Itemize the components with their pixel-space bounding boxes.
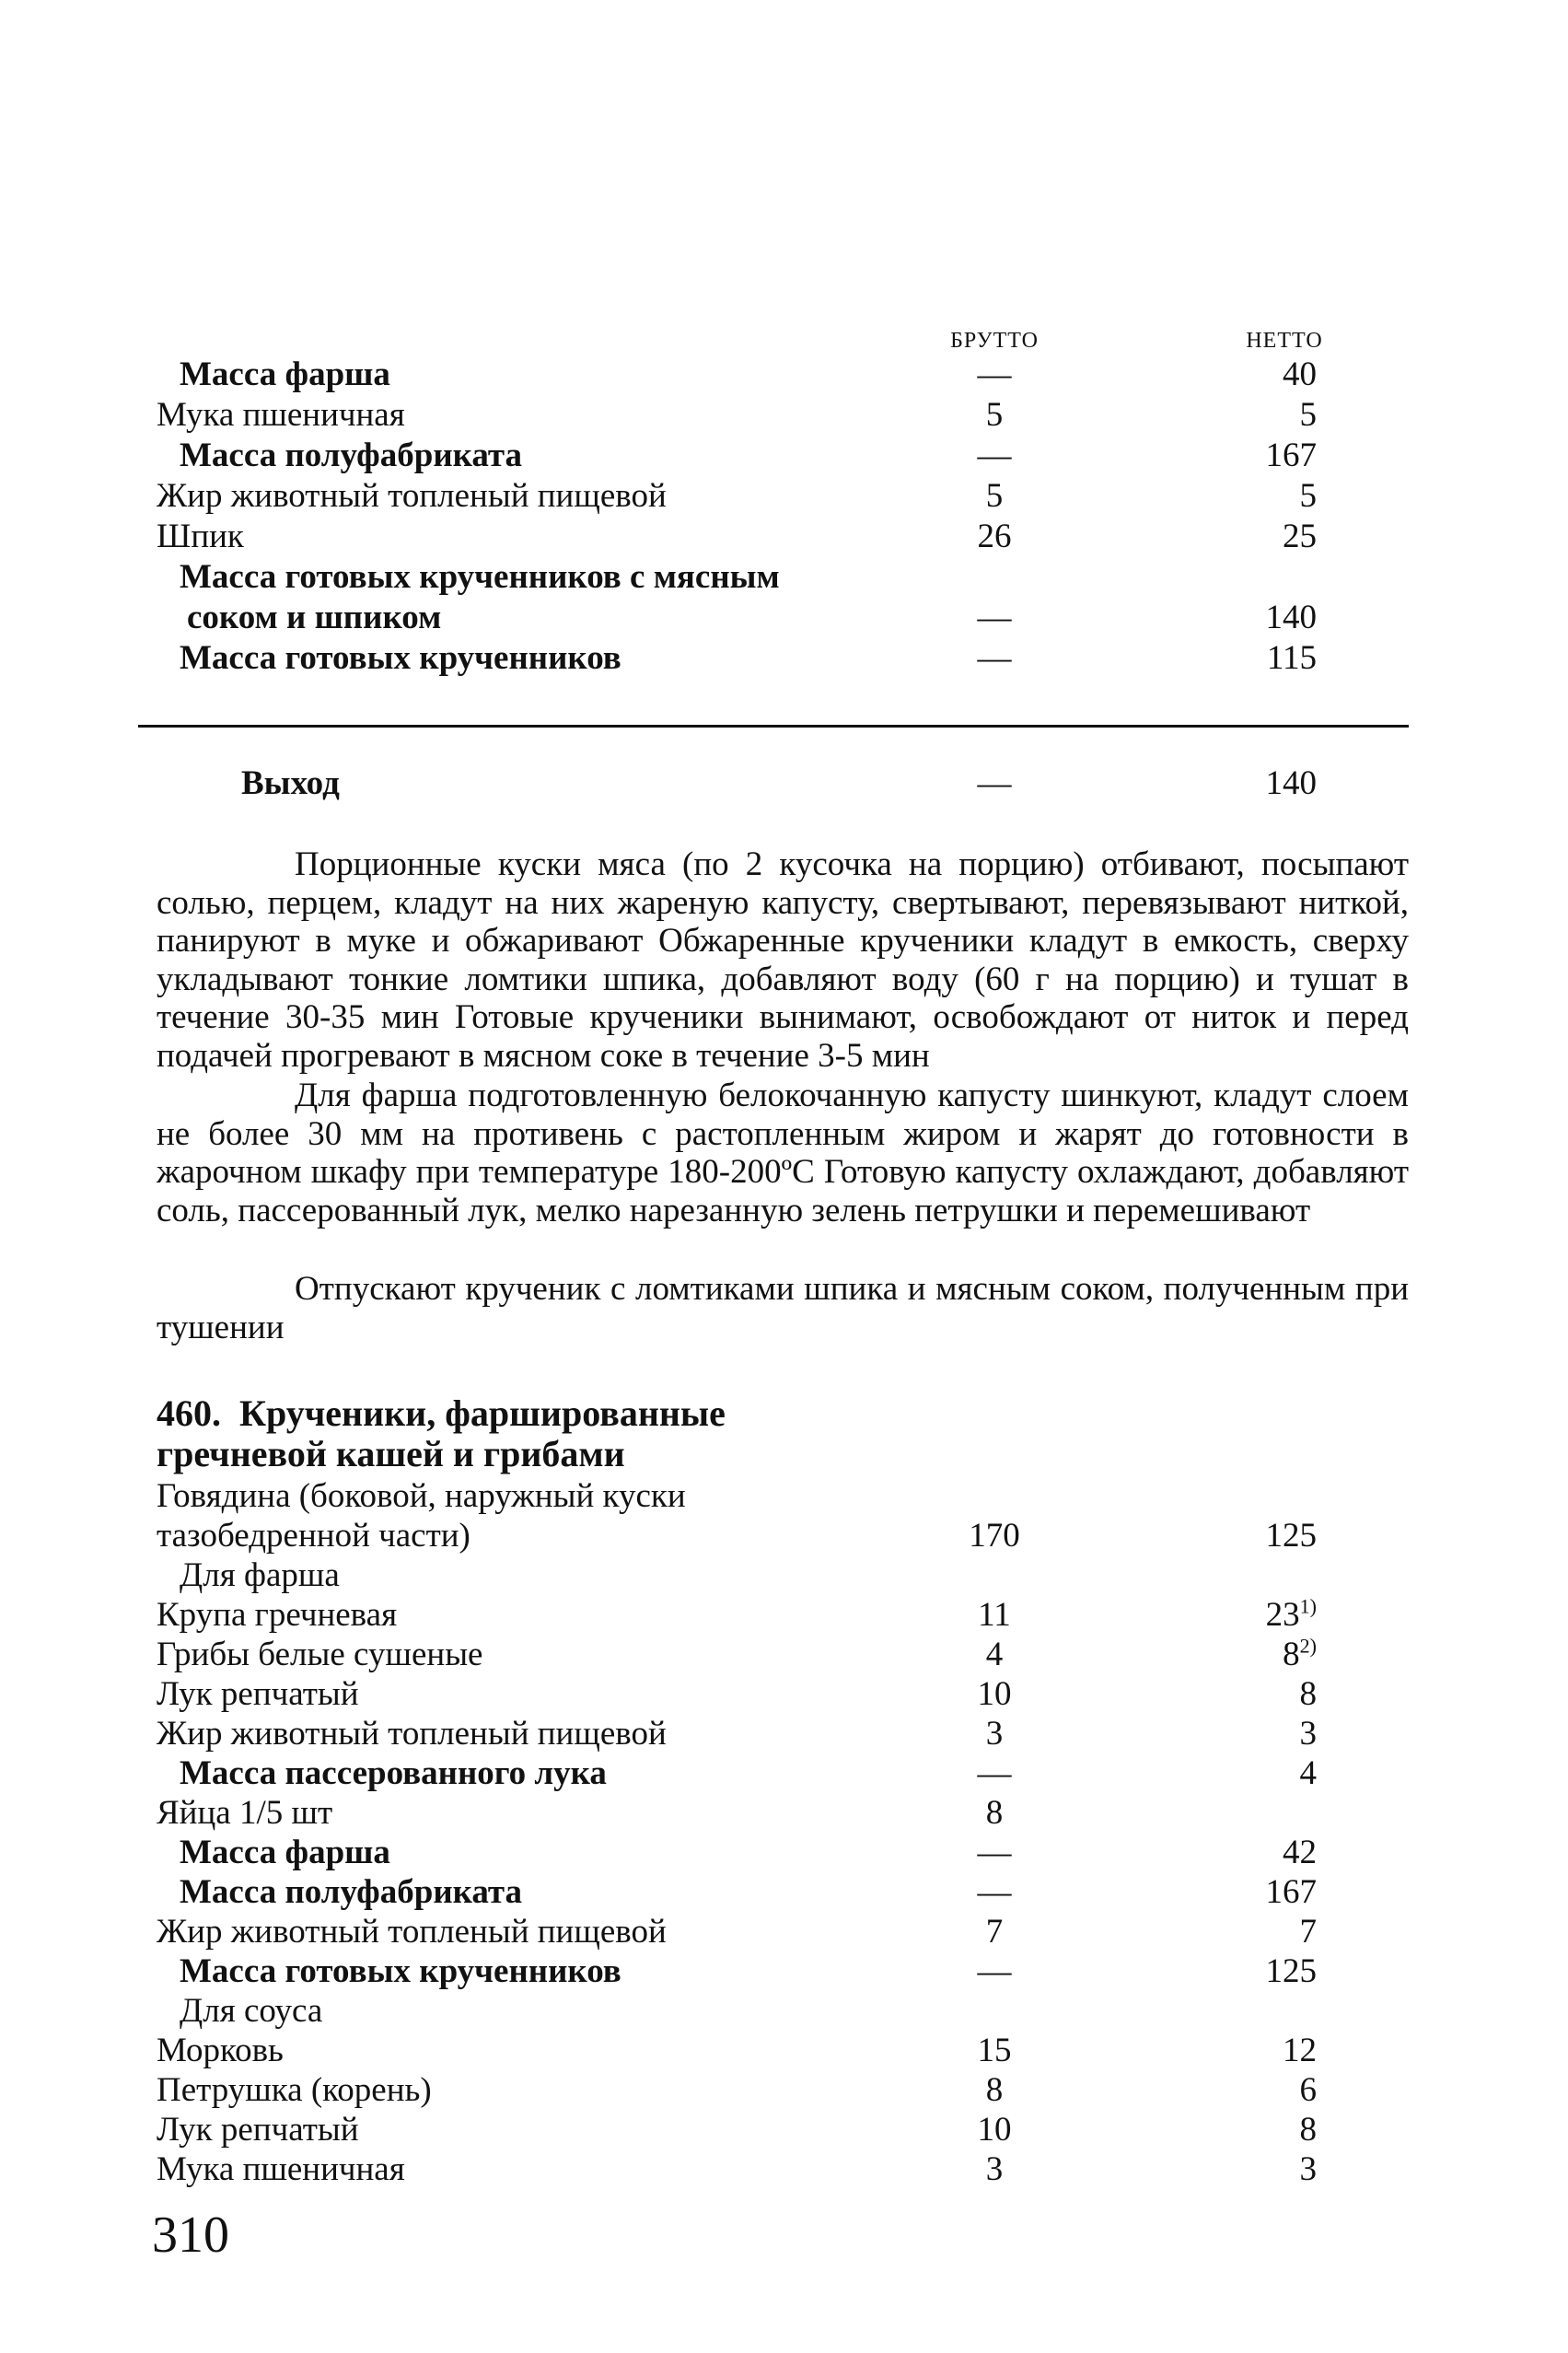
ingredient-name: Масса фарша [180,355,390,393]
gross-value: — [977,1834,1012,1871]
ingredient-name: Крупа гречневая [157,1596,398,1634]
table-row [0,395,1568,436]
section-title-text: Крученики, фаршированные [239,1392,726,1434]
procedure-paragraph [157,845,1409,1075]
table-row [0,1476,1568,1517]
gross-value: — [977,639,1012,677]
ingredient-name: Мука пшеничная [157,2150,405,2188]
net-value: 4 [1299,1754,1317,1792]
ingredient-name: Морковь [157,2032,284,2069]
ingredient-name: Для фарша [180,1556,340,1594]
ingredient-name: Жир животный топленый пищевой [157,1913,667,1951]
table-row [0,1635,1568,1675]
output-label: Выход [241,764,340,802]
table-row [0,1912,1568,1952]
gross-value: — [977,355,1012,393]
net-value: 5 [1299,477,1317,515]
net-value [1234,1595,1317,1636]
gross-value: 5 [985,396,1004,434]
ingredient-name: Масса фарша [180,1834,390,1871]
gross-value: — [977,764,1012,802]
table-subheading [0,1991,1568,2032]
net-value: 125 [1265,1517,1317,1555]
paragraph-text: Отпускают крученик с ломтиками шпика и мясным соком, полученным при тушении [157,1270,1409,1346]
gross-value: — [977,1952,1012,1990]
ingredient-name: Грибы белые сушеные [157,1636,483,1673]
net-value: 6 [1299,2071,1317,2109]
paragraph-text: Порционные куски мяса (по 2 кусочка на порцию) отбивают, посыпают солью, перцем, кладут на них жареную капусту, свертывают, перевязывают ниткой, панируют в муке и обжаривают Обжаренные крученики кладут в емкость, сверху укладывают тонкие ломтики шпика, добавляют воду (60 г на порцию) и тушат в течение 30-35 мин Готовые крученики вынимают, освобождают от ниток и перед подачей прогревают в мясном соке в течение 3-5 мин [157,845,1409,1075]
table-row [0,1674,1568,1715]
gross-value: 4 [985,1636,1004,1673]
net-number: 23 [1265,1596,1300,1634]
ingredient-name: соком и шпиком [187,599,442,636]
gross-value: — [977,599,1012,636]
page-number: 310 [152,2207,229,2264]
gross-value: — [977,1754,1012,1792]
ingredient-name: Масса пассерованного лука [180,1754,607,1792]
section-title-line-2: гречневой кашей и грибами [157,1433,625,1474]
column-header-gross: БРУТТО [950,329,1039,353]
table-row [0,2149,1568,2190]
table-row [0,517,1568,557]
footnote-marker: 1) [1299,1594,1317,1618]
table-row [0,476,1568,517]
ingredient-name: Мука пшеничная [157,396,405,434]
net-value: 42 [1283,1834,1317,1871]
gross-value: 26 [977,518,1012,555]
table-row [0,1595,1568,1636]
net-value: 140 [1265,764,1317,802]
table-row [0,1833,1568,1873]
table-row [0,1516,1568,1556]
net-value: 40 [1283,355,1317,393]
net-value: 3 [1299,1715,1317,1753]
net-value: 125 [1265,1952,1317,1990]
gross-value: 11 [978,1596,1011,1634]
ingredient-name: Для соуса [180,1992,323,2030]
table-row [0,1872,1568,1913]
net-value: 167 [1265,437,1317,474]
gross-value: — [977,1873,1012,1911]
ingredient-name: Яйца 1/5 шт [157,1794,333,1832]
serving-paragraph [157,1270,1409,1346]
ingredient-name: Масса готовых крученников с мясным [180,558,780,596]
section-title [157,1393,801,1474]
net-number: 8 [1283,1636,1300,1673]
gross-value: 170 [969,1517,1020,1555]
ingredient-name: Масса готовых крученников [180,1952,621,1990]
gross-value: 3 [985,1715,1004,1753]
table-row [0,557,1568,598]
table-row [0,1793,1568,1834]
net-value: 140 [1265,599,1317,636]
table-row [0,598,1568,638]
output-row [0,763,1568,804]
net-value: 7 [1299,1913,1317,1951]
footnote-marker: 2) [1299,1634,1317,1658]
ingredient-name: Жир животный топленый пищевой [157,1715,667,1753]
filling-paragraph [157,1077,1409,1229]
ingredient-name: Петрушка (корень) [157,2071,432,2109]
table-row [0,1951,1568,1992]
table-row [0,436,1568,476]
table-subheading [0,1555,1568,1596]
ingredient-name: Говядина (боковой, наружный куски [157,1477,686,1515]
ingredient-name: Масса готовых крученников [180,639,621,677]
divider [138,725,1409,728]
gross-value: 5 [985,477,1004,515]
table-row [0,2031,1568,2071]
ingredient-name: Масса полуфабриката [180,437,523,474]
table-row [0,2070,1568,2111]
ingredient-name: Жир животный топленый пищевой [157,477,667,515]
paragraph-text: Для фарша подготовленную белокочанную капусту шинкуют, кладут слоем не более 30 мм на противень с растопленным жиром и жарят до готовности в жарочном шкафу при температуре 180-200ºС Готовую капусту охлаждают, добавляют соль, пассерованный лук, мелко нарезанную зелень петрушки и перемешивают [157,1077,1409,1229]
net-value [1234,1635,1317,1675]
net-value: 12 [1283,2032,1317,2069]
gross-value: 8 [985,1794,1004,1832]
table-row [0,1753,1568,1794]
table-row [0,355,1568,395]
net-value: 25 [1283,518,1317,555]
ingredient-name: Шпик [157,518,244,555]
gross-value: 3 [985,2150,1004,2188]
table-row [0,1714,1568,1754]
ingredient-name: Лук репчатый [157,2111,359,2149]
table-row [0,2110,1568,2150]
ingredient-name: Лук репчатый [157,1675,359,1713]
table-row [0,638,1568,679]
column-header-net: НЕТТО [1246,329,1323,353]
net-value: 115 [1266,639,1317,677]
gross-value: 8 [985,2071,1004,2109]
net-value: 167 [1265,1873,1317,1911]
net-value: 5 [1299,396,1317,434]
net-value: 3 [1299,2150,1317,2188]
net-value: 8 [1299,2111,1317,2149]
ingredient-name: Масса полуфабриката [180,1873,523,1911]
net-value: 8 [1299,1675,1317,1713]
section-title-line-1 [157,1393,801,1434]
gross-value: 10 [977,2111,1012,2149]
gross-value: 15 [977,2032,1012,2069]
section-number: 460. [157,1392,221,1434]
gross-value: 10 [977,1675,1012,1713]
ingredient-name: тазобедренной части) [157,1517,470,1555]
gross-value: — [977,437,1012,474]
gross-value: 7 [985,1913,1004,1951]
